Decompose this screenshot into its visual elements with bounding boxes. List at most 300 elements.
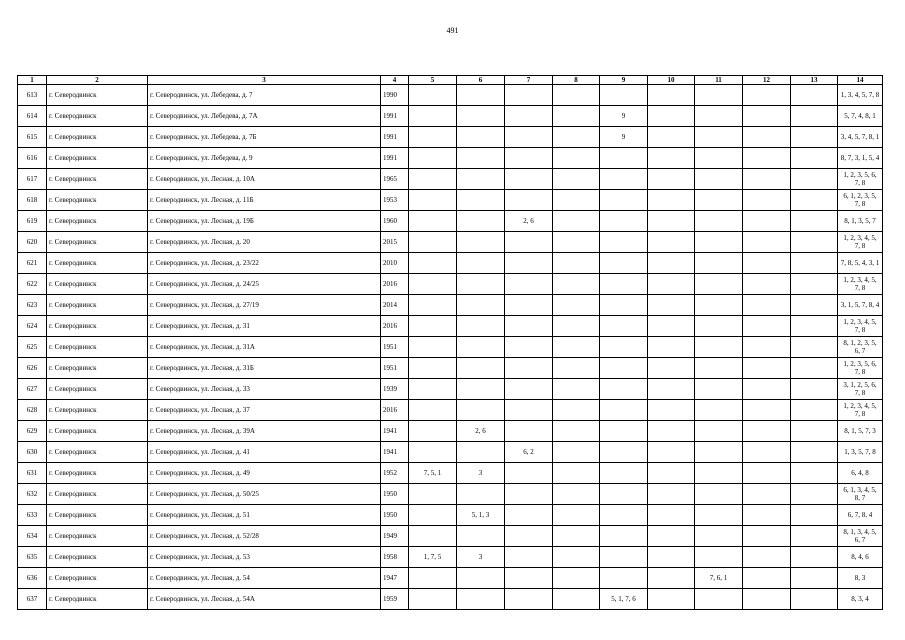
locality-cell: г. Северодвинск	[47, 106, 148, 127]
col7-cell	[505, 85, 553, 106]
col13-cell	[791, 379, 838, 400]
col6-cell	[457, 253, 505, 274]
col5-cell	[409, 526, 457, 547]
col9-cell: 9	[600, 127, 648, 148]
column-header: 11	[695, 76, 743, 85]
col11-cell	[695, 421, 743, 442]
col9-cell	[600, 526, 648, 547]
col14-cell: 8, 3, 4	[838, 589, 883, 610]
col5-cell	[409, 211, 457, 232]
col13-cell	[791, 211, 838, 232]
col7-cell	[505, 253, 553, 274]
col5-cell	[409, 568, 457, 589]
col14-cell: 8, 1, 3, 4, 5, 6, 7	[838, 526, 883, 547]
column-header: 4	[381, 76, 409, 85]
locality-cell: г. Северодвинск	[47, 463, 148, 484]
address-cell: г. Северодвинск, ул. Лесная, д. 19Б	[148, 211, 381, 232]
col11-cell	[695, 505, 743, 526]
year-cell: 1951	[381, 358, 409, 379]
col8-cell	[553, 274, 600, 295]
col14-cell: 8, 1, 2, 3, 5, 6, 7	[838, 337, 883, 358]
col10-cell	[648, 295, 695, 316]
col5-cell	[409, 85, 457, 106]
col5-cell	[409, 379, 457, 400]
col13-cell	[791, 295, 838, 316]
col14-cell: 1, 2, 3, 4, 5, 7, 8	[838, 274, 883, 295]
table-row	[18, 505, 883, 526]
locality-cell: г. Северодвинск	[47, 295, 148, 316]
col9-cell	[600, 274, 648, 295]
col5-cell	[409, 316, 457, 337]
col8-cell	[553, 400, 600, 421]
col9-cell	[600, 358, 648, 379]
table-row	[18, 526, 883, 547]
col6-cell: 2, 6	[457, 421, 505, 442]
address-cell: г. Северодвинск, ул. Лесная, д. 54А	[148, 589, 381, 610]
col11-cell	[695, 589, 743, 610]
table-row	[18, 568, 883, 589]
row-number-cell: 635	[18, 547, 47, 568]
locality-cell: г. Северодвинск	[47, 547, 148, 568]
row-number-cell: 619	[18, 211, 47, 232]
column-header: 7	[505, 76, 553, 85]
locality-cell: г. Северодвинск	[47, 589, 148, 610]
col11-cell	[695, 274, 743, 295]
col7-cell	[505, 127, 553, 148]
col11-cell	[695, 106, 743, 127]
address-cell: г. Северодвинск, ул. Лесная, д. 24/25	[148, 274, 381, 295]
col6-cell	[457, 211, 505, 232]
locality-cell: г. Северодвинск	[47, 253, 148, 274]
col5-cell	[409, 274, 457, 295]
col11-cell	[695, 169, 743, 190]
col10-cell	[648, 106, 695, 127]
row-number-cell: 637	[18, 589, 47, 610]
table-row	[18, 127, 883, 148]
row-number-cell: 625	[18, 337, 47, 358]
table-row	[18, 358, 883, 379]
year-cell: 1991	[381, 106, 409, 127]
column-header: 3	[148, 76, 381, 85]
locality-cell: г. Северодвинск	[47, 127, 148, 148]
col10-cell	[648, 337, 695, 358]
col14-cell: 3, 1, 2, 5, 6, 7, 8	[838, 379, 883, 400]
col13-cell	[791, 190, 838, 211]
col8-cell	[553, 232, 600, 253]
col9-cell	[600, 190, 648, 211]
col9-cell	[600, 148, 648, 169]
col11-cell	[695, 379, 743, 400]
col14-cell: 8, 7, 3, 1, 5, 4	[838, 148, 883, 169]
col5-cell	[409, 169, 457, 190]
col8-cell	[553, 442, 600, 463]
col12-cell	[743, 568, 791, 589]
table-row	[18, 169, 883, 190]
col10-cell	[648, 148, 695, 169]
address-cell: г. Северодвинск, ул. Лесная, д. 53	[148, 547, 381, 568]
col5-cell	[409, 505, 457, 526]
year-cell: 1950	[381, 484, 409, 505]
col9-cell: 9	[600, 106, 648, 127]
col5-cell	[409, 190, 457, 211]
col8-cell	[553, 253, 600, 274]
col14-cell: 1, 2, 3, 4, 5, 7, 8	[838, 232, 883, 253]
col6-cell	[457, 589, 505, 610]
col5-cell: 1, 7, 5	[409, 547, 457, 568]
col10-cell	[648, 190, 695, 211]
col13-cell	[791, 253, 838, 274]
col9-cell	[600, 379, 648, 400]
col14-cell: 6, 4, 8	[838, 463, 883, 484]
col7-cell: 6, 2	[505, 442, 553, 463]
col13-cell	[791, 547, 838, 568]
col10-cell	[648, 484, 695, 505]
col5-cell	[409, 400, 457, 421]
col8-cell	[553, 484, 600, 505]
col10-cell	[648, 211, 695, 232]
locality-cell: г. Северодвинск	[47, 484, 148, 505]
col5-cell	[409, 337, 457, 358]
col12-cell	[743, 148, 791, 169]
col6-cell	[457, 379, 505, 400]
col9-cell	[600, 505, 648, 526]
col13-cell	[791, 337, 838, 358]
year-cell: 1939	[381, 379, 409, 400]
row-number-cell: 634	[18, 526, 47, 547]
address-cell: г. Северодвинск, ул. Лебедева, д. 7	[148, 85, 381, 106]
page-number: 491	[446, 26, 459, 35]
column-header: 9	[600, 76, 648, 85]
col5-cell	[409, 421, 457, 442]
table-row	[18, 337, 883, 358]
col13-cell	[791, 568, 838, 589]
col6-cell	[457, 106, 505, 127]
row-number-cell: 614	[18, 106, 47, 127]
col10-cell	[648, 589, 695, 610]
col9-cell	[600, 421, 648, 442]
col14-cell: 6, 1, 2, 3, 5, 7, 8	[838, 190, 883, 211]
locality-cell: г. Северодвинск	[47, 358, 148, 379]
column-header: 14	[838, 76, 883, 85]
table-row	[18, 316, 883, 337]
address-cell: г. Северодвинск, ул. Лесная, д. 31Б	[148, 358, 381, 379]
year-cell: 1947	[381, 568, 409, 589]
col11-cell	[695, 547, 743, 568]
col10-cell	[648, 127, 695, 148]
col12-cell	[743, 274, 791, 295]
col9-cell	[600, 484, 648, 505]
address-cell: г. Северодвинск, ул. Лесная, д. 31А	[148, 337, 381, 358]
col14-cell: 1, 2, 3, 4, 5, 7, 8	[838, 316, 883, 337]
col6-cell	[457, 295, 505, 316]
col13-cell	[791, 148, 838, 169]
address-cell: г. Северодвинск, ул. Лесная, д. 31	[148, 316, 381, 337]
table-row	[18, 295, 883, 316]
column-header: 1	[18, 76, 47, 85]
locality-cell: г. Северодвинск	[47, 337, 148, 358]
col11-cell	[695, 190, 743, 211]
year-cell: 1991	[381, 148, 409, 169]
year-cell: 1950	[381, 505, 409, 526]
col8-cell	[553, 295, 600, 316]
table-row	[18, 442, 883, 463]
col14-cell: 1, 3, 5, 7, 8	[838, 442, 883, 463]
col14-cell: 1, 2, 3, 5, 6, 7, 8	[838, 358, 883, 379]
col6-cell	[457, 232, 505, 253]
table-row	[18, 232, 883, 253]
col8-cell	[553, 589, 600, 610]
row-number-cell: 636	[18, 568, 47, 589]
col14-cell: 3, 4, 5, 7, 8, 1	[838, 127, 883, 148]
table-row	[18, 190, 883, 211]
col7-cell	[505, 316, 553, 337]
table-body	[18, 85, 883, 610]
col14-cell: 1, 3, 4, 5, 7, 8	[838, 85, 883, 106]
col8-cell	[553, 547, 600, 568]
col14-cell: 3, 1, 5, 7, 8, 4	[838, 295, 883, 316]
col13-cell	[791, 127, 838, 148]
row-number-cell: 622	[18, 274, 47, 295]
locality-cell: г. Северодвинск	[47, 526, 148, 547]
col11-cell	[695, 442, 743, 463]
col9-cell	[600, 547, 648, 568]
header-row	[18, 76, 883, 85]
col10-cell	[648, 400, 695, 421]
col13-cell	[791, 505, 838, 526]
col14-cell: 1, 2, 3, 4, 5, 7, 8	[838, 400, 883, 421]
col13-cell	[791, 316, 838, 337]
address-cell: г. Северодвинск, ул. Лебедева, д. 9	[148, 148, 381, 169]
table-row	[18, 274, 883, 295]
col13-cell	[791, 85, 838, 106]
table-row	[18, 421, 883, 442]
col9-cell: 5, 1, 7, 6	[600, 589, 648, 610]
locality-cell: г. Северодвинск	[47, 169, 148, 190]
col9-cell	[600, 232, 648, 253]
col8-cell	[553, 421, 600, 442]
row-number-cell: 613	[18, 85, 47, 106]
col7-cell	[505, 526, 553, 547]
col12-cell	[743, 484, 791, 505]
col10-cell	[648, 316, 695, 337]
col5-cell	[409, 106, 457, 127]
address-cell: г. Северодвинск, ул. Лесная, д. 20	[148, 232, 381, 253]
col13-cell	[791, 274, 838, 295]
address-cell: г. Северодвинск, ул. Лесная, д. 37	[148, 400, 381, 421]
col6-cell: 3	[457, 463, 505, 484]
address-cell: г. Северодвинск, ул. Лесная, д. 27/19	[148, 295, 381, 316]
col7-cell	[505, 484, 553, 505]
col8-cell	[553, 127, 600, 148]
col7-cell	[505, 589, 553, 610]
col9-cell	[600, 316, 648, 337]
col9-cell	[600, 211, 648, 232]
year-cell: 2016	[381, 400, 409, 421]
year-cell: 1965	[381, 169, 409, 190]
col13-cell	[791, 526, 838, 547]
column-header: 10	[648, 76, 695, 85]
col8-cell	[553, 85, 600, 106]
column-header: 12	[743, 76, 791, 85]
col14-cell: 7, 8, 5, 4, 3, 1	[838, 253, 883, 274]
col12-cell	[743, 190, 791, 211]
row-number-cell: 628	[18, 400, 47, 421]
year-cell: 2014	[381, 295, 409, 316]
col5-cell: 7, 5, 1	[409, 463, 457, 484]
col7-cell	[505, 148, 553, 169]
col6-cell	[457, 274, 505, 295]
col6-cell	[457, 169, 505, 190]
row-number-cell: 632	[18, 484, 47, 505]
col10-cell	[648, 253, 695, 274]
col13-cell	[791, 106, 838, 127]
address-cell: г. Северодвинск, ул. Лесная, д. 52/28	[148, 526, 381, 547]
col8-cell	[553, 526, 600, 547]
col7-cell	[505, 295, 553, 316]
year-cell: 1958	[381, 547, 409, 568]
locality-cell: г. Северодвинск	[47, 316, 148, 337]
col7-cell: 2, 6	[505, 211, 553, 232]
row-number-cell: 627	[18, 379, 47, 400]
year-cell: 2016	[381, 316, 409, 337]
col8-cell	[553, 169, 600, 190]
col10-cell	[648, 568, 695, 589]
col8-cell	[553, 190, 600, 211]
col12-cell	[743, 169, 791, 190]
col8-cell	[553, 358, 600, 379]
col12-cell	[743, 253, 791, 274]
col10-cell	[648, 274, 695, 295]
col8-cell	[553, 568, 600, 589]
col5-cell	[409, 253, 457, 274]
col7-cell	[505, 379, 553, 400]
row-number-cell: 626	[18, 358, 47, 379]
col13-cell	[791, 463, 838, 484]
col11-cell	[695, 295, 743, 316]
locality-cell: г. Северодвинск	[47, 211, 148, 232]
col11-cell	[695, 484, 743, 505]
col12-cell	[743, 85, 791, 106]
table-row	[18, 589, 883, 610]
locality-cell: г. Северодвинск	[47, 379, 148, 400]
table-row	[18, 253, 883, 274]
col10-cell	[648, 358, 695, 379]
col8-cell	[553, 106, 600, 127]
table-row	[18, 400, 883, 421]
col12-cell	[743, 463, 791, 484]
col11-cell	[695, 85, 743, 106]
col9-cell	[600, 337, 648, 358]
table-row	[18, 85, 883, 106]
col13-cell	[791, 400, 838, 421]
col9-cell	[600, 295, 648, 316]
address-cell: г. Северодвинск, ул. Лесная, д. 50/25	[148, 484, 381, 505]
row-number-cell: 620	[18, 232, 47, 253]
row-number-cell: 616	[18, 148, 47, 169]
row-number-cell: 630	[18, 442, 47, 463]
address-cell: г. Северодвинск, ул. Лебедева, д. 7Б	[148, 127, 381, 148]
row-number-cell: 633	[18, 505, 47, 526]
address-cell: г. Северодвинск, ул. Лесная, д. 23/22	[148, 253, 381, 274]
column-header: 6	[457, 76, 505, 85]
address-cell: г. Северодвинск, ул. Лесная, д. 51	[148, 505, 381, 526]
col9-cell	[600, 400, 648, 421]
locality-cell: г. Северодвинск	[47, 442, 148, 463]
col12-cell	[743, 547, 791, 568]
address-cell: г. Северодвинск, ул. Лесная, д. 11Б	[148, 190, 381, 211]
col12-cell	[743, 127, 791, 148]
col6-cell	[457, 442, 505, 463]
col10-cell	[648, 379, 695, 400]
col13-cell	[791, 358, 838, 379]
col10-cell	[648, 505, 695, 526]
col7-cell	[505, 106, 553, 127]
locality-cell: г. Северодвинск	[47, 505, 148, 526]
address-cell: г. Северодвинск, ул. Лесная, д. 49	[148, 463, 381, 484]
table-row	[18, 211, 883, 232]
col10-cell	[648, 169, 695, 190]
year-cell: 2015	[381, 232, 409, 253]
col8-cell	[553, 211, 600, 232]
col12-cell	[743, 421, 791, 442]
col12-cell	[743, 505, 791, 526]
col5-cell	[409, 589, 457, 610]
col14-cell: 6, 7, 8, 4	[838, 505, 883, 526]
col6-cell	[457, 190, 505, 211]
col7-cell	[505, 190, 553, 211]
col11-cell	[695, 400, 743, 421]
col12-cell	[743, 358, 791, 379]
col6-cell	[457, 337, 505, 358]
row-number-cell: 615	[18, 127, 47, 148]
col12-cell	[743, 295, 791, 316]
row-number-cell: 623	[18, 295, 47, 316]
col6-cell: 5, 1, 3	[457, 505, 505, 526]
col6-cell	[457, 85, 505, 106]
col11-cell	[695, 232, 743, 253]
col13-cell	[791, 484, 838, 505]
col6-cell	[457, 127, 505, 148]
col5-cell	[409, 295, 457, 316]
row-number-cell: 631	[18, 463, 47, 484]
col13-cell	[791, 421, 838, 442]
col14-cell: 8, 1, 3, 5, 7	[838, 211, 883, 232]
col9-cell	[600, 463, 648, 484]
year-cell: 1941	[381, 442, 409, 463]
column-header: 5	[409, 76, 457, 85]
col12-cell	[743, 211, 791, 232]
year-cell: 1941	[381, 421, 409, 442]
col6-cell	[457, 358, 505, 379]
year-cell: 1952	[381, 463, 409, 484]
column-header: 13	[791, 76, 838, 85]
col10-cell	[648, 421, 695, 442]
col9-cell	[600, 568, 648, 589]
col14-cell: 8, 3	[838, 568, 883, 589]
locality-cell: г. Северодвинск	[47, 190, 148, 211]
col12-cell	[743, 379, 791, 400]
col12-cell	[743, 400, 791, 421]
col12-cell	[743, 316, 791, 337]
col5-cell	[409, 232, 457, 253]
col7-cell	[505, 400, 553, 421]
col5-cell	[409, 442, 457, 463]
address-cell: г. Северодвинск, ул. Лебедева, д. 7А	[148, 106, 381, 127]
year-cell: 1960	[381, 211, 409, 232]
col11-cell	[695, 316, 743, 337]
locality-cell: г. Северодвинск	[47, 400, 148, 421]
col11-cell: 7, 6, 1	[695, 568, 743, 589]
